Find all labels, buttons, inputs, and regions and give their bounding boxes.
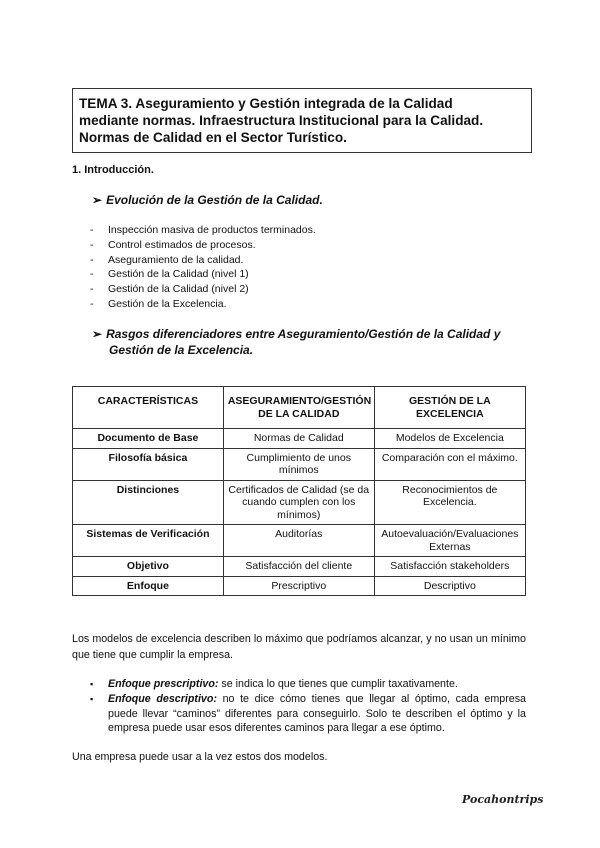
list-item: - Gestión de la Calidad (nivel 2) bbox=[90, 282, 316, 297]
row-header: Enfoque bbox=[73, 576, 224, 596]
subheading-rasgos-line-2: Gestión de la Excelencia. bbox=[109, 343, 254, 357]
section-heading-introduccion: 1. Introducción. bbox=[72, 164, 154, 176]
list-item: - Control estimados de procesos. bbox=[90, 238, 316, 253]
title-line-2: mediante normas. Infraestructura Institucional para la Calidad. bbox=[79, 113, 484, 128]
term-description: se indica lo que tienes que cumplir taxativamente. bbox=[218, 678, 458, 690]
row-header: Documento de Base bbox=[73, 429, 224, 449]
table-cell: Cumplimiento de unos mínimos bbox=[223, 448, 374, 480]
paragraph-conclusion: Una empresa puede usar a la vez estos dos modelos. bbox=[72, 751, 328, 763]
table-cell: Auditorías bbox=[223, 525, 374, 557]
table-cell: Satisfacción stakeholders bbox=[374, 557, 525, 577]
arrow-bullet-icon: ➢ bbox=[92, 193, 103, 207]
table-cell: Descriptivo bbox=[374, 576, 525, 596]
column-header: GESTIÓN DE LA EXCELENCIA bbox=[374, 387, 525, 429]
table-row bbox=[73, 576, 526, 596]
row-header: Sistemas de Verificación bbox=[73, 525, 224, 557]
table-cell: Reconocimientos de Excelencia. bbox=[374, 480, 525, 525]
column-header: CARACTERÍSTICAS bbox=[73, 387, 224, 429]
list-item: - Inspección masiva de productos terminados. bbox=[90, 223, 316, 238]
table-row bbox=[73, 480, 526, 525]
list-item bbox=[90, 692, 526, 736]
table-cell: Autoevaluación/Evaluaciones Externas bbox=[374, 525, 525, 557]
list-item: - Gestión de la Calidad (nivel 1) bbox=[90, 267, 316, 282]
paragraph-modelos-excelencia: Los modelos de excelencia describen lo máximo que podríamos alcanzar, y no usan un mínimo que tiene que cumplir la empresa. bbox=[72, 633, 526, 661]
title-line-1: TEMA 3. Aseguramiento y Gestión integrada de la Calidad bbox=[79, 96, 453, 111]
table-cell: Normas de Calidad bbox=[223, 429, 374, 449]
table-row bbox=[73, 557, 526, 577]
table-row bbox=[73, 429, 526, 449]
arrow-bullet-icon: ➢ bbox=[92, 327, 103, 341]
evolucion-list bbox=[90, 223, 316, 312]
table-header-row bbox=[73, 387, 526, 429]
column-header: ASEGURAMIENTO/GESTIÓN DE LA CALIDAD bbox=[223, 387, 374, 429]
subheading-evolucion-text: Evolución de la Gestión de la Calidad. bbox=[106, 193, 323, 207]
table-cell: Certificados de Calidad (se da cuando cumplen con los mínimos) bbox=[223, 480, 374, 525]
table-cell: Comparación con el máximo. bbox=[374, 448, 525, 480]
subheading-rasgos-line-1: Rasgos diferenciadores entre Aseguramiento/Gestión de la Calidad y bbox=[106, 327, 501, 341]
table-cell: Satisfacción del cliente bbox=[223, 557, 374, 577]
comparison-table bbox=[72, 386, 526, 596]
table-cell: Prescriptivo bbox=[223, 576, 374, 596]
table-cell: Modelos de Excelencia bbox=[374, 429, 525, 449]
row-header: Objetivo bbox=[73, 557, 224, 577]
term-label: Enfoque descriptivo: bbox=[108, 692, 217, 705]
subheading-evolucion bbox=[92, 192, 323, 208]
table-row bbox=[73, 448, 526, 480]
list-item bbox=[90, 677, 526, 692]
table-row bbox=[73, 525, 526, 557]
author-signature: Pocahontrips bbox=[462, 793, 544, 806]
row-header: Distinciones bbox=[73, 480, 224, 525]
list-item: - Gestión de la Excelencia. bbox=[90, 297, 316, 312]
term-label: Enfoque prescriptivo: bbox=[108, 678, 219, 690]
term-description: no te dice cómo tienes que llegar al óptimo, cada empresa puede llevar “caminos” diferentes para conseguirlo. Solo te describen el óptimo y la empresa puede usar esos diferentes caminos para llegar a ese óptimo. bbox=[108, 692, 526, 735]
enfoques-list bbox=[90, 677, 526, 736]
row-header: Filosofía básica bbox=[73, 448, 224, 480]
document-title-box bbox=[72, 88, 532, 153]
list-item: - Aseguramiento de la calidad. bbox=[90, 253, 316, 268]
subheading-rasgos bbox=[92, 326, 528, 358]
title-line-3: Normas de Calidad en el Sector Turístico. bbox=[79, 130, 347, 145]
